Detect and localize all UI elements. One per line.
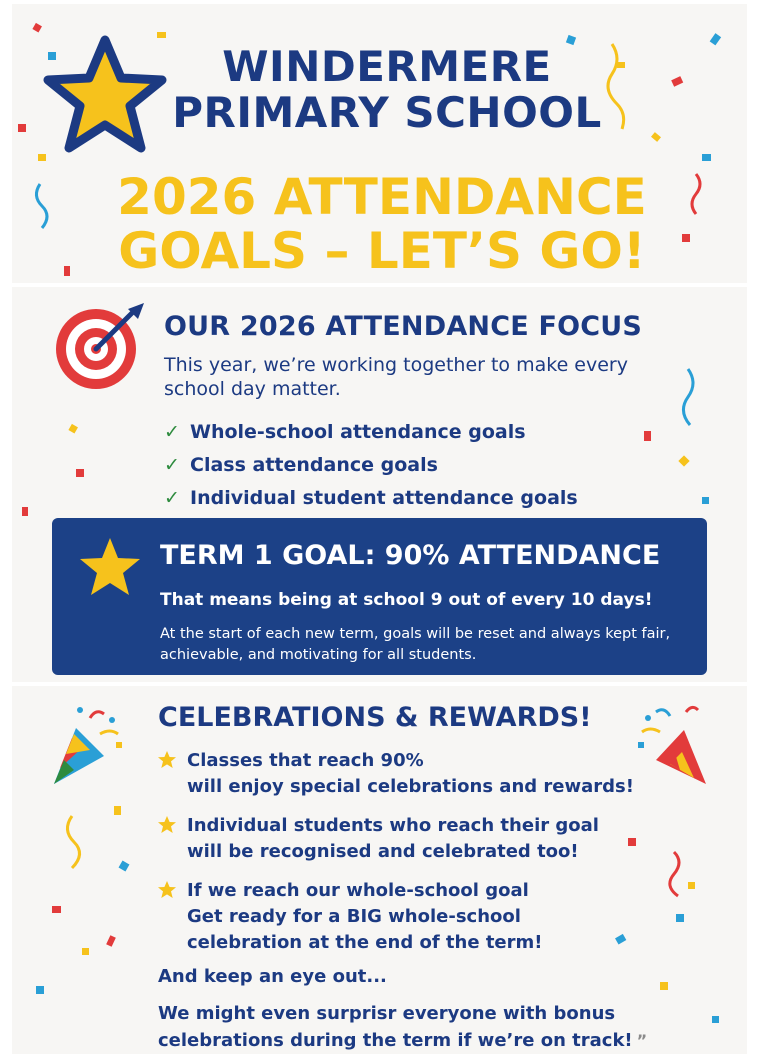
header-panel [12,4,747,283]
celebrations-panel [12,686,747,1054]
focus-goal-list [164,415,578,514]
list-item [157,878,677,956]
reward-line: celebration at the end of the term! [187,932,543,953]
focus-item-label: Individual student attendance goals [190,486,578,509]
star-icon [40,34,170,160]
surprise-line: We might even surprisr everyone with bonus celebrations during the term if we’re on track! [158,1003,633,1051]
headline [52,170,712,278]
star-bullet-icon [157,880,177,900]
term-goal-subtitle: That means being at school 9 out of every 10 days! [160,590,653,610]
checkmark-icon: ✓ [164,486,180,509]
headline-line1: 2026 ATTENDANCE [117,168,647,226]
reward-line: Individual students who reach their goal [187,815,599,836]
checkmark-icon: ✓ [164,453,180,476]
rewards-list [157,748,677,969]
surprise-text [158,1000,738,1054]
keep-eye-out-text: And keep an eye out... [158,966,387,987]
list-item [164,415,578,448]
focus-intro: This year, we’re working together to make every school day matter. [164,354,628,400]
term-goal-title: TERM 1 GOAL: 90% ATTENDANCE [160,540,661,571]
list-item [157,748,677,800]
star-icon [78,536,142,598]
list-item [157,813,677,865]
star-bullet-icon [157,815,177,835]
list-item [164,448,578,481]
quote-mark-icon: ” [636,1031,648,1050]
party-popper-icon [50,698,130,788]
school-name [172,44,602,136]
school-name-line2: PRIMARY SCHOOL [172,88,602,137]
reward-line: Get ready for a BIG whole-school [187,906,521,927]
term-goal-note: At the start of each new term, goals will be reset and always kept fair, achievable, and motivating for all students. [160,626,671,663]
focus-item-label: Whole-school attendance goals [190,420,526,443]
reward-line: will be recognised and celebrated too! [187,841,579,862]
focus-title: OUR 2026 ATTENDANCE FOCUS [164,311,643,342]
target-icon [50,301,150,391]
focus-panel [12,287,747,682]
checkmark-icon: ✓ [164,420,180,443]
reward-line: If we reach our whole-school goal [187,880,529,901]
term-goal-box [52,518,707,675]
reward-line: Classes that reach 90% [187,750,424,771]
focus-item-label: Class attendance goals [190,453,438,476]
school-name-line1: WINDERMERE [222,42,552,91]
star-bullet-icon [157,750,177,770]
headline-line2: GOALS – LET’S GO! [118,222,646,280]
celebrations-title: CELEBRATIONS & REWARDS! [158,702,592,733]
list-item [164,481,578,514]
reward-line: will enjoy special celebrations and rewards! [187,776,634,797]
